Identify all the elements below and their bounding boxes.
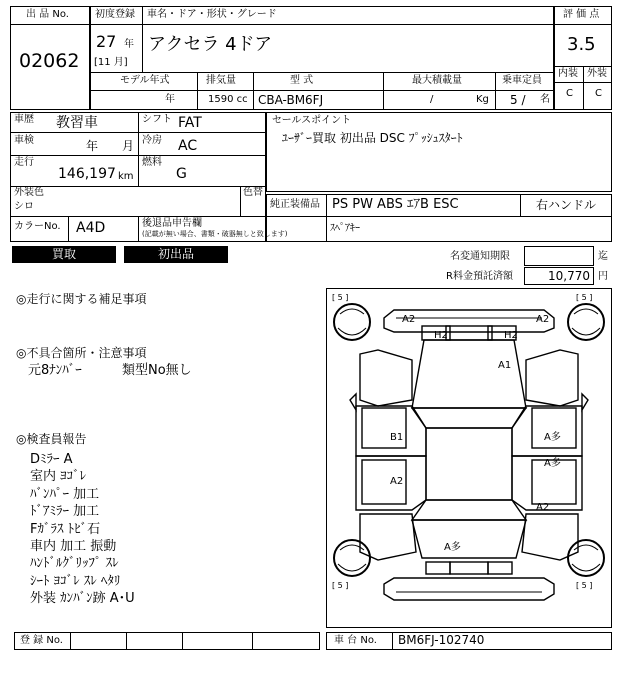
lot-number: 02062 — [19, 50, 80, 72]
recycle-label: R料金預託済額 — [446, 271, 513, 282]
inspection-year: 年 — [86, 139, 99, 153]
ext-color-label: 外装色 — [14, 187, 44, 198]
inspector-report-list — [30, 448, 260, 605]
shift-label: シフト — [142, 114, 172, 125]
inspector-line: 外装 ｶﾝﾊﾞﾝ跡 A･U — [30, 591, 135, 607]
tire-label: [ 5 ] — [576, 581, 593, 590]
inspector-line: ﾊﾝﾄﾞﾙｸﾞﾘｯﾌﾟ ｽﾚ — [30, 556, 119, 572]
tag-shoshuppin: 初出品 — [124, 246, 228, 263]
history-label: 車歴 — [14, 114, 34, 125]
name-change-box — [524, 246, 594, 266]
capacity: 5 / — [510, 93, 526, 107]
max-load: / — [430, 94, 434, 105]
fuel-label: 燃料 — [142, 157, 162, 168]
capacity-unit: 名 — [540, 94, 550, 105]
reg-year: 27 — [96, 32, 117, 51]
lot-label: 出 品 No. — [26, 9, 69, 20]
mark-headlight-left: H2 — [434, 330, 448, 341]
defects-line1: 元8ﾅﾝﾊﾞｰ — [28, 363, 82, 378]
reg-no-label: 登 録 No. — [20, 635, 63, 646]
car-damage-diagram — [326, 288, 612, 628]
mileage-unit: km — [118, 171, 134, 182]
mileage-label: 走行 — [14, 157, 34, 168]
inspector-line: ｼｰﾄ ﾖｺﾞﾚ ｽﾚ ﾍﾀﾘ — [30, 573, 121, 589]
mark-headlight-right: H2 — [504, 330, 518, 341]
defects-title: ◎不具合箇所・注意事項 — [16, 346, 147, 360]
ext-color-value: シロ — [14, 201, 34, 212]
handle: 右ハンドル — [536, 198, 597, 212]
model-label: 型 式 — [290, 75, 314, 86]
ac-label: 冷房 — [142, 135, 162, 146]
inspector-line: 車内 加工 振動 — [30, 538, 117, 554]
fuel-value: G — [176, 166, 187, 182]
mark-front-bumper-right: A2 — [536, 314, 550, 325]
mark-right-front-door: A多 — [544, 432, 561, 443]
model-year-label: モデル年式 — [120, 75, 170, 86]
mark-right-rear-fender: A2 — [536, 502, 550, 513]
equipment: PS PW ABS ｴｱB ESC — [332, 197, 459, 212]
tire-rear-right — [568, 540, 604, 590]
tag-kaitori: 買取 — [12, 246, 116, 263]
inspector-line: 室内 ﾖｺﾞﾚ — [30, 469, 87, 485]
kg-unit: Kg — [476, 94, 489, 105]
capacity-label: 乗車定員 — [502, 75, 542, 86]
tire-front-left — [332, 293, 370, 340]
mark-left-front-door: B1 — [390, 432, 404, 443]
interior-label: 内装 — [558, 68, 578, 79]
color-change-label: 色替 — [243, 187, 263, 198]
inspector-line: ﾊﾞﾝﾊﾟｰ 加工 — [30, 486, 100, 502]
equipment-label: 純正装備品 — [270, 199, 320, 210]
color-no-label: カラーNo. — [14, 221, 61, 232]
mark-left-rear-door: A2 — [390, 476, 404, 487]
score-label: 評 価 点 — [563, 9, 600, 20]
tire-label: [ 5 ] — [332, 293, 349, 302]
inspection-month: 月 — [122, 139, 135, 153]
max-load-label: 最大積載量 — [412, 75, 462, 86]
mileage-value: 146,197 — [58, 166, 116, 182]
model-year-unit: 年 — [165, 94, 175, 105]
aftermarket-label: 後退品申告欄 — [142, 218, 202, 229]
history-value: 教習車 — [56, 115, 98, 131]
model: CBA-BM6FJ — [258, 93, 324, 107]
reg-month: [11 月] — [94, 57, 128, 68]
car-name-label: 車名・ドア・形状・グレード — [147, 9, 277, 20]
recycle-value: 10,770 — [548, 269, 590, 283]
score-value: 3.5 — [567, 34, 596, 55]
exterior-grade: C — [595, 88, 602, 99]
defects-line2: 類型No無し — [122, 363, 192, 378]
inspector-line: Fｶﾞﾗｽ ﾄﾋﾞ石 — [30, 521, 101, 537]
interior-grade: C — [566, 88, 573, 99]
mark-right-rear-door: A多 — [544, 458, 561, 469]
mark-hood: A1 — [498, 360, 512, 371]
driving-notes-title: ◎走行に関する補足事項 — [16, 292, 147, 306]
car-outline — [350, 310, 588, 600]
reg-year-unit: 年 — [124, 39, 134, 50]
aftermarket-note: (記載が無い場合、書類・破器無しと致します) — [142, 230, 288, 238]
tire-front-right — [568, 293, 604, 340]
name-change-label: 名変通知期限 — [450, 251, 510, 262]
displacement: 1590 cc — [208, 94, 248, 105]
car-name: アクセラ 4ドア — [148, 34, 273, 55]
tire-label: [ 5 ] — [332, 581, 349, 590]
exterior-label: 外装 — [587, 68, 607, 79]
tire-label: [ 5 ] — [576, 293, 593, 302]
sales-points: ﾕｰｻﾞｰ買取 初出品 DSC ﾌﾟｯｼｭｽﾀｰﾄ — [282, 131, 463, 145]
sales-points-label: セールスポイント — [272, 115, 352, 126]
mark-trunk: A多 — [444, 542, 461, 553]
inspector-line: Dﾐﾗｰ A — [30, 452, 73, 467]
shift-value: FAT — [178, 115, 202, 131]
damage-marks — [390, 314, 561, 553]
first-reg-label: 初度登録 — [95, 9, 135, 20]
displacement-label: 排気量 — [206, 75, 236, 86]
chassis-number: BM6FJ-102740 — [398, 633, 485, 647]
spare-key: ｽﾍﾟｱｷｰ — [330, 223, 360, 234]
recycle-unit: 円 — [598, 271, 608, 282]
ac-value: AC — [178, 138, 198, 154]
mark-front-bumper-left: A2 — [402, 314, 416, 325]
inspection-label: 車検 — [14, 135, 34, 146]
inspector-title: ◎検査員報告 — [16, 432, 87, 446]
tire-rear-left — [332, 540, 370, 590]
chassis-label: 車 台 No. — [334, 635, 377, 646]
inspector-line: ﾄﾞｱﾐﾗｰ 加工 — [30, 504, 100, 520]
name-change-unit: 迄 — [598, 251, 608, 262]
color-no-value: A4D — [76, 220, 106, 236]
